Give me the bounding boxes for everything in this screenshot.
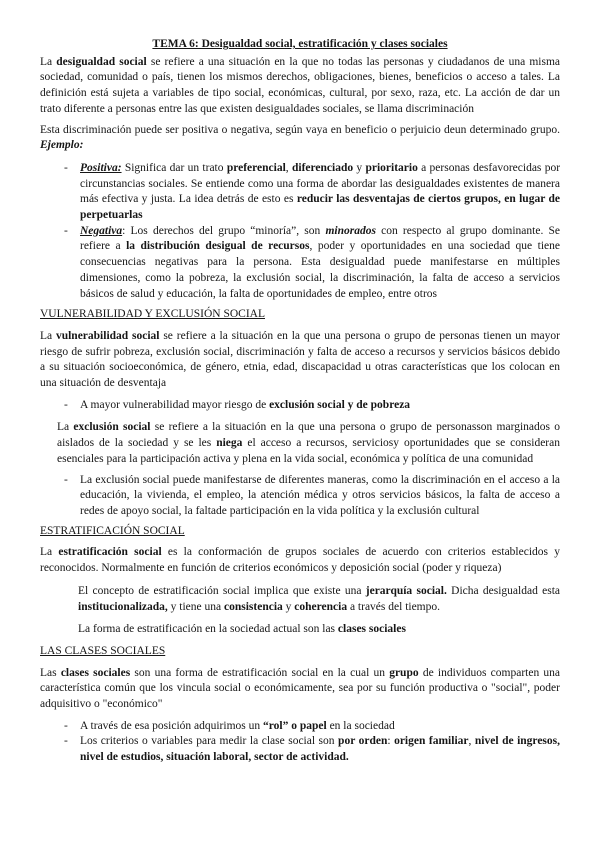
text-run: y tiene una [167, 600, 224, 613]
text-run: es la conformación de grupos sociales de acuerdo con criterios establecidos y reconocidos. Normalmente en función de criterios económicos y deposición social (poder y riqueza) [40, 546, 560, 575]
text-run: Dicha desigualdad esta [446, 584, 561, 597]
concepto-paragraph [40, 584, 560, 615]
estratificacion-paragraph [40, 545, 560, 576]
text-run: Los criterios o variables para medir la clase social son [80, 735, 339, 748]
list-dash: - [64, 735, 68, 748]
key-term: niega [216, 437, 243, 450]
list-item-positiva [40, 161, 560, 224]
text-run: y [353, 161, 366, 174]
key-term: clases sociales [60, 666, 131, 679]
key-term: la distribución desigual de recursos [126, 240, 310, 253]
key-term: reducir las desventajas de ciertos grupos, en lugar de perpetuarlas [80, 193, 560, 222]
intro-paragraph [40, 55, 560, 118]
text-run: , poder y oportunidades en una sociedad que tiene consecuencias negativas para la persona. Esta desigualdad puede manifestarse en múltiples dimensiones, como la pobreza, la exclusión social, la discriminación, la falta de acceso a servicios básicos de salud y educación, la falta de oportunidades de empleo, entre otros [80, 240, 560, 300]
list-item-negativa [40, 224, 560, 303]
text-run: a través del tiempo. [347, 600, 441, 613]
negativa-label: Negativa [80, 224, 123, 237]
key-term: nivel de ingresos, nivel de estudios, situación laboral, sector de actividad. [80, 735, 560, 764]
list-dash: - [64, 719, 68, 732]
text-run: La exclusión social puede manifestarse de diferentes maneras, como la discriminación en el acceso a la educación, la vivienda, el empleo, la atención médica y otros servicios básicos, la falta de acceso a redes de apoyo social, la faltade participación en la vida política y la exclusión cultural [80, 473, 560, 517]
text-run: Significa dar un trato [121, 161, 227, 174]
text-run: y [282, 600, 295, 613]
list-dash: - [64, 224, 68, 237]
text-run: La [57, 421, 74, 434]
key-term: jerarquía social. [365, 584, 447, 597]
text-run: en la sociedad [326, 719, 395, 732]
key-term: por orden [338, 735, 388, 748]
text-run: son una forma de estratificación social en la cual un [130, 666, 390, 679]
key-term: clases sociales [337, 623, 406, 636]
list-item-mayor-riesgo [40, 398, 560, 414]
list-item-rol [40, 719, 560, 735]
text-run: : [387, 735, 395, 748]
key-term: preferencial [226, 161, 286, 174]
key-term: exclusión social [73, 421, 151, 434]
discrimination-paragraph [40, 123, 560, 154]
text-run: Las [40, 666, 61, 679]
text-run: con respecto al grupo dominante. Se refiere a [80, 224, 560, 253]
text-run: el acceso a recursos, serviciosy oportunidades que se consideran esenciales para la participación activa y plena en la vida social, económica y política de una comunidad [57, 437, 560, 465]
text-run: : Los derechos del grupo “minoría”, son [122, 224, 326, 237]
positiva-label: Positiva: [80, 161, 122, 174]
list-dash: - [64, 398, 68, 411]
key-term: grupo [389, 666, 419, 679]
key-term: minorados [325, 224, 376, 237]
text-run: A mayor vulnerabilidad mayor riesgo de [80, 398, 270, 411]
section-heading-vulnerabilidad: VULNERABILIDAD Y EXCLUSIÓN SOCIAL [40, 308, 265, 321]
key-term: diferenciado [291, 161, 354, 174]
forma-paragraph [40, 622, 560, 638]
text-run: , [468, 735, 475, 748]
key-term: vulnerabilidad social [55, 329, 160, 342]
vulnerabilidad-paragraph [40, 329, 560, 392]
text-run: A través de esa posición adquirimos un [80, 719, 264, 732]
section-heading-clases: LAS CLASES SOCIALES [40, 644, 166, 657]
text-run: se refiere a la situación en la que una persona o grupo de personas tienen un mayor riesgo de sufrir pobreza, exclusión social, discriminación y falta de acceso a recursos y servicios básicos debido a su situación socioeconómica, de género, etnia, edad, discapacidad u otras características que los colocan en una situación de desventaja [40, 329, 560, 390]
key-term: institucionalizada, [78, 600, 168, 613]
list-item-criterios [40, 734, 560, 765]
text-run: se refiere a una situación en la que no todas las personas y ciudadanos de una misma sociedad, comunidad o país, tienen los mismos derechos, obligaciones, bienes, beneficios o acceso a tales. La definición está sujeta a variables de tipo social, económicas, cultural, por sexo, raza, etc. La acción de dar un trato diferente a personas entre las que existen desigualdades sociales, se llama discriminación [40, 55, 560, 115]
text-run: , [285, 161, 292, 174]
list-dash: - [64, 473, 68, 486]
key-term: desigualdad social [56, 55, 147, 68]
text-run: de individuos comparten una característica común que los vincula social o económicamente, sea por su función productiva o "social", poder adquisitivo o "económico" [40, 666, 561, 711]
key-term: estratificación social [58, 546, 162, 559]
key-term: origen familiar [394, 735, 469, 748]
key-term: exclusión social y de pobreza [269, 398, 411, 411]
text-run: La forma de estratificación en la sociedad actual son las [78, 623, 338, 636]
clases-paragraph [40, 666, 560, 713]
list-dash: - [64, 161, 68, 174]
text-run: El concepto de estratificación social implica que existe una [78, 584, 366, 597]
exclusion-paragraph [40, 420, 560, 467]
key-term: “rol” o papel [263, 719, 327, 732]
key-term: prioritario [365, 161, 418, 174]
text-run: La [40, 546, 59, 559]
list-item-exclusion-maneras [40, 473, 560, 520]
key-term: coherencia [294, 600, 348, 613]
text-run: La [40, 55, 57, 68]
document-title: TEMA 6: Desigualdad social, estratificación y clases sociales [152, 38, 448, 50]
key-term: consistencia [223, 600, 283, 613]
text-run: a personas desfavorecidas por circunstancias sociales. Se entiende como una forma de abordar las desigualdades existentes de manera más efectiva y justa. La idea detrás de esto es [80, 161, 561, 206]
section-heading-estratificacion: ESTRATIFICACIÓN SOCIAL [40, 524, 185, 537]
text-run: se refiere a la situación en la que una persona o grupo de personasson marginados o aislados de la sociedad y se les [57, 421, 560, 450]
example-label: Ejemplo: [40, 139, 84, 152]
text-run: Esta discriminación puede ser positiva o negativa, según vaya en beneficio o perjuicio deun determinado grupo. [40, 123, 560, 136]
text-run: La [40, 329, 56, 342]
